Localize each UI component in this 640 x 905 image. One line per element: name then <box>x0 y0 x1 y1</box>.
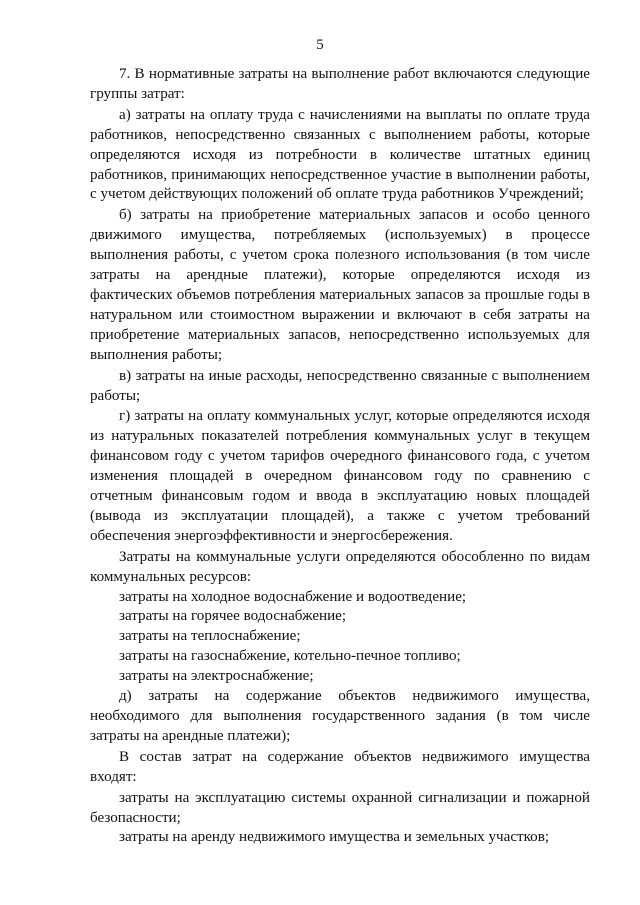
list-item-security-systems: затраты на эксплуатацию системы охранной сигнализации и пожарной безопасности; <box>90 789 590 826</box>
list-item-rent: затраты на аренду недвижимого имущества и земельных участков; <box>119 829 550 846</box>
list-item-cold-water: затраты на холодное водоснабжение и водоотведение; <box>119 588 467 605</box>
paragraph-item-v: в) затраты на иные расходы, непосредственно связанные с выполнением работы; <box>90 367 590 404</box>
paragraph-utility-intro: Затраты на коммунальные услуги определяются обособленно по видам коммунальных ресурсов: <box>90 548 590 585</box>
paragraph-item-g: г) затраты на оплату коммунальных услуг, которые определяются исходя из натуральных показателей потребления коммунальных услуг в текущем финансовом году с учетом тарифов очередного финансового года, с учетом изменения площадей в очередном финансовом году по сравнению с отчетным финансовым годом и ввода в эксплуатацию новых площадей (вывода из эксплуатации площадей), а также с учетом требований обеспечения энергоэффективности и энергосбережения. <box>90 408 590 544</box>
paragraph-item-a: а) затраты на оплату труда с начислениями на выплаты по оплате труда работников, непосредственно связанных с выполнением работы, которые определяются исходя из потребности в количестве штатных единиц работников, принимающих непосредственное участие в выполнении работы, с учетом действующих положений об оплате труда работников Учреждений; <box>90 106 590 203</box>
paragraph-7-intro: 7. В нормативные затраты на выполнение работ включаются следующие группы затрат: <box>90 66 590 102</box>
paragraph-item-b: б) затраты на приобретение материальных запасов и особо ценного движимого имущества, потребляемых (используемых) в процессе выполнения работы, с учетом срока полезного использования (в том числе затраты на арендные платежи), которые определяются исходя из фактических объемов потребления материальных запасов за прошлые годы в натуральном или стоимостном выражении и включают в себя затраты на приобретение материальных запасов, непосредственно используемых для выполнения работы; <box>90 207 590 363</box>
page-number: 5 <box>316 37 324 53</box>
document-body <box>90 65 590 848</box>
list-item-gas: затраты на газоснабжение, котельно-печное топливо; <box>119 648 461 665</box>
paragraph-item-d: д) затраты на содержание объектов недвижимого имущества, необходимого для выполнения государственного задания (в том числе затраты на арендные платежи); <box>90 688 590 744</box>
list-item-heating: затраты на теплоснабжение; <box>119 628 301 645</box>
list-item-hot-water: затраты на горячее водоснабжение; <box>119 608 347 625</box>
paragraph-maintenance-intro: В состав затрат на содержание объектов недвижимого имущества входят: <box>90 748 590 785</box>
list-item-electricity: затраты на электроснабжение; <box>119 668 314 685</box>
